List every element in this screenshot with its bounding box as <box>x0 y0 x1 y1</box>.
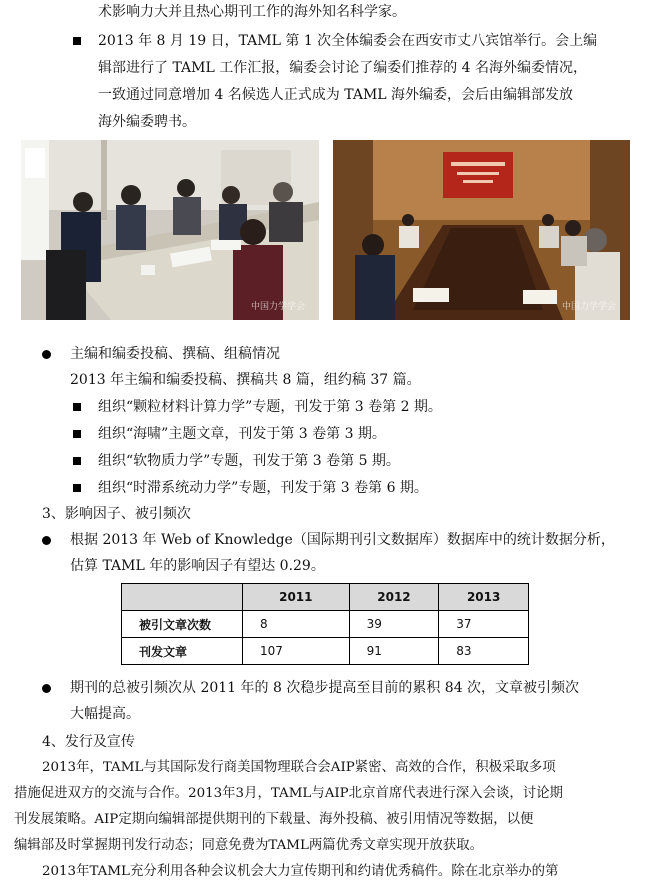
watermark-text: 中国力学学会 <box>250 302 305 312</box>
list-item: 组织“颗粒材料计算力学”专题，刊发于第 3 卷第 2 期。 <box>98 399 442 415</box>
table-row <box>122 638 529 665</box>
round-bullet-icon <box>42 536 51 545</box>
text-line: 术影响力大并且热心期刊工作的海外知名科学家。 <box>98 4 406 20</box>
round-bullet-icon <box>42 350 51 359</box>
square-bullet-icon <box>73 430 81 438</box>
text-line: 根据 2013 年 Web of Knowledge（国际期刊引文数据库）数据库中的统计数据分析， <box>70 532 615 548</box>
section-title: 3、影响因子、被引频次 <box>42 506 191 522</box>
list-item: 组织“软物质力学”专题，刊发于第 3 卷第 5 期。 <box>98 453 400 469</box>
section-title: 4、发行及宣传 <box>42 734 135 750</box>
section-heading: 主编和编委投稿、撰稿、组稿情况 <box>70 346 280 362</box>
square-bullet-icon <box>73 403 81 411</box>
meeting-photo-right <box>333 140 630 320</box>
paragraph-line: 编辑部及时掌握期刊发行动态；同意免费为TAML两篇优秀文章实现开放获取。 <box>14 838 483 853</box>
round-bullet-icon <box>42 684 51 693</box>
table-row <box>122 611 529 638</box>
table-cell: 37 <box>439 611 529 638</box>
text-line: 辑部进行了 TAML 工作汇报，编委会讨论了编委们推荐的 4 名海外编委情况， <box>98 60 588 76</box>
paragraph-line: 2013年，TAML与其国际发行商美国物理联合会AIP紧密、高效的合作，积极采取多项 <box>42 760 556 775</box>
text-line: 2013 年 8 月 19 日，TAML 第 1 次全体编委会在西安市丈八宾馆举行。会上编 <box>98 33 598 49</box>
square-bullet-icon <box>73 484 81 492</box>
square-bullet-icon <box>73 457 81 465</box>
text-line: 大幅提高。 <box>70 706 140 722</box>
list-item: 组织“海啸”主题文章，刊发于第 3 卷第 3 期。 <box>98 426 386 442</box>
paragraph-line: 2013年TAML充分利用各种会议机会大力宣传期刊和约请优秀稿件。除在北京举办的第 <box>42 864 559 879</box>
table-cell: 8 <box>243 611 350 638</box>
text-line: 期刊的总被引频次从 2011 年的 8 次稳步提高至目前的累积 84 次，文章被引频次 <box>70 680 580 696</box>
table-cell: 91 <box>349 638 439 665</box>
watermark-text: 中国力学学会 <box>561 302 616 312</box>
table-header-cell: 2011 <box>243 584 350 611</box>
table-header-row <box>122 584 529 611</box>
paragraph-line: 措施促进双方的交流与合作。2013年3月，TAML与AIP北京首席代表进行深入会谈，讨论期 <box>14 786 563 801</box>
paragraph-line: 刊发展策略。AIP定期向编辑部提供期刊的下载量、海外投稿、被引用情况等数据，以便 <box>14 812 534 827</box>
text-line: 2013 年主编和编委投稿、撰稿共 8 篇，组约稿 37 篇。 <box>70 372 421 388</box>
table-cell: 39 <box>349 611 439 638</box>
text-line: 一致通过同意增加 4 名候选人正式成为 TAML 海外编委，会后由编辑部发放 <box>98 87 574 103</box>
table-header-cell: 2013 <box>439 584 529 611</box>
meeting-photo-left <box>21 140 319 320</box>
table-cell: 107 <box>243 638 350 665</box>
square-bullet-icon <box>73 37 81 45</box>
table-header-cell: 2012 <box>349 584 439 611</box>
citation-table <box>121 583 529 665</box>
table-header-cell <box>122 584 243 611</box>
table-cell: 83 <box>439 638 529 665</box>
table-cell: 刊发文章 <box>122 638 243 665</box>
list-item: 组织“时滞系统动力学”专题，刊发于第 3 卷第 6 期。 <box>98 480 428 496</box>
text-line: 估算 TAML 年的影响因子有望达 0.29。 <box>70 558 325 574</box>
text-line: 海外编委聘书。 <box>98 114 196 130</box>
table-cell: 被引文章次数 <box>122 611 243 638</box>
